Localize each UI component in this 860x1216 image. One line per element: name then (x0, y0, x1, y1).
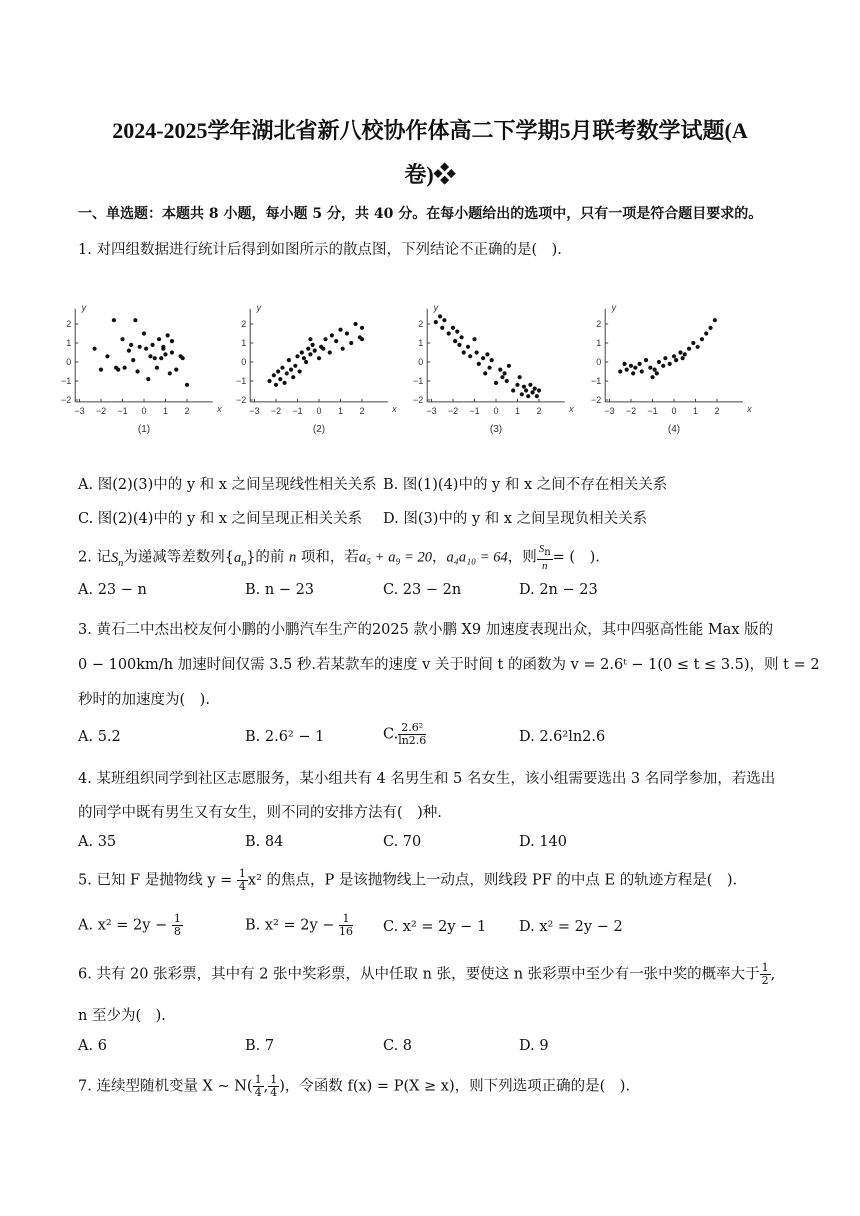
data-point (99, 368, 103, 372)
data-point (313, 349, 317, 353)
q5-option-c: C. x² = 2y − 1 (383, 919, 487, 935)
data-point (696, 345, 700, 349)
q7-f2-den: 4 (270, 1086, 278, 1099)
q6-frac-den: 2 (761, 974, 769, 987)
q2-sn (110, 549, 124, 569)
data-point (438, 314, 442, 318)
data-point (704, 331, 708, 335)
data-point (633, 366, 637, 370)
x-tick-label: −2 (447, 405, 459, 416)
data-point (460, 335, 464, 339)
x-tick-label: −2 (625, 405, 637, 416)
x-axis-label: x (217, 403, 222, 414)
q5-option-b (245, 913, 353, 938)
data-point (323, 337, 327, 341)
q6-fraction (760, 962, 771, 987)
data-point (353, 322, 357, 326)
q4-option-d: D. 140 (519, 834, 568, 850)
q4-option-c: C. 70 (383, 834, 422, 850)
x-tick-label: −1 (117, 405, 128, 416)
q5-frac-den: 4 (238, 880, 246, 893)
data-point (293, 364, 297, 368)
data-point (648, 366, 652, 370)
x-tick-label: 1 (514, 405, 521, 416)
plot-caption: (2) (312, 423, 326, 435)
section-heading: 一、单选题：本题共 8 小题，每小题 5 分，共 40 分。在每小题给出的选项中，只有一项是符合题目要求的。 (78, 206, 763, 222)
data-point (661, 364, 665, 368)
data-point (494, 381, 498, 385)
data-point (520, 392, 524, 396)
x-tick-label: −1 (292, 405, 303, 416)
q5-option-b-text: B. x² = 2y − (245, 917, 340, 934)
y-tick-label: 2 (596, 319, 602, 329)
x-tick-label: −3 (249, 405, 260, 416)
q2-option-a: A. 23 − n (78, 582, 147, 598)
data-point (522, 385, 526, 389)
data-point (524, 388, 528, 392)
x-tick-label: 2 (714, 405, 720, 416)
data-point (330, 333, 334, 337)
data-point (321, 347, 325, 351)
data-point (442, 318, 446, 322)
scatter-plot-1 (61, 303, 222, 435)
y-tick-label: 2 (418, 319, 424, 329)
q3-c-num: 2.6² (398, 722, 426, 735)
data-point (131, 358, 135, 362)
data-point (451, 326, 455, 330)
q7-text-2: )，令函数 f(x) = P(X ≥ x)，则下列选项正确的是( ). (279, 1078, 631, 1095)
q5-option-d: D. x² = 2y − 2 (519, 919, 623, 935)
data-point (334, 339, 338, 343)
data-point (151, 343, 155, 347)
data-point (267, 379, 271, 383)
question-6-line-1 (78, 962, 775, 987)
x-tick-label: 0 (493, 405, 499, 416)
q2-s: S (110, 549, 119, 566)
data-point (138, 345, 142, 349)
data-point (629, 364, 633, 368)
data-point (289, 368, 293, 372)
q4-option-b: B. 84 (245, 834, 284, 850)
data-point (298, 369, 302, 373)
page-title-continued: 卷)❖ (404, 162, 456, 187)
q6-option-a: A. 6 (78, 1038, 107, 1054)
data-point (306, 347, 310, 351)
q1-option-b: B. 图(1)(4)中的 y 和 x 之间不存在相关关系 (383, 477, 668, 493)
x-tick-label: −3 (74, 405, 85, 416)
scatter-plot-2 (236, 303, 397, 435)
data-point (500, 375, 504, 379)
q3-option-c-fraction (398, 722, 426, 747)
q2-frac-den: n (541, 560, 548, 573)
data-point (300, 350, 304, 354)
data-point (487, 366, 491, 370)
q2-fraction (537, 543, 553, 572)
y-tick-label: −2 (590, 395, 602, 405)
data-point (133, 318, 137, 322)
y-tick-label: 1 (418, 338, 424, 348)
y-tick-label: 2 (241, 319, 247, 329)
question-3-line-3: 秒时的加速度为( ). (78, 692, 210, 708)
x-tick-label: 1 (162, 405, 169, 416)
x-tick-label: −2 (95, 405, 107, 416)
y-tick-label: 0 (241, 357, 247, 367)
y-tick-label: 0 (66, 357, 72, 367)
y-tick-label: −1 (412, 376, 424, 386)
q3-option-c-label: C. (383, 726, 399, 743)
data-point (505, 379, 509, 383)
data-point (304, 360, 308, 364)
q2-option-b: B. n − 23 (245, 582, 315, 598)
q3-option-c (383, 722, 426, 747)
data-point (168, 371, 172, 375)
q7-fraction-2 (268, 1074, 279, 1099)
x-tick-label: 1 (337, 405, 344, 416)
q1-option-c: C. 图(2)(4)中的 y 和 x 之间呈现正相关关系 (78, 511, 363, 527)
q2-option-c: C. 23 − 2n (383, 582, 462, 598)
q2-text-1: 2. 记 (78, 549, 111, 566)
q2-cond-1: a₅ + a₉ = 20 (358, 549, 433, 566)
scatter-figure (60, 270, 790, 448)
q6-text-2: , (770, 966, 776, 983)
q5-a-den: 8 (173, 925, 181, 938)
q7-f2-num: 1 (270, 1073, 278, 1086)
data-point (291, 375, 295, 379)
data-point (153, 356, 157, 360)
data-point (537, 388, 541, 392)
q6-text-1: 6. 共有 20 张彩票，其中有 2 张中奖彩票，从中任取 n 张，要使这 n 张彩票中至少有一张中奖的概率大于 (78, 966, 760, 983)
q2-text-5: ，则 (507, 549, 537, 566)
data-point (166, 333, 170, 337)
q7-fraction-1 (253, 1074, 264, 1099)
data-point (515, 383, 519, 387)
q5-a-num: 1 (173, 912, 181, 925)
x-tick-label: 2 (359, 405, 365, 416)
y-axis-label: y (611, 302, 617, 313)
q1-option-d: D. 图(3)中的 y 和 x 之间呈现负相关关系 (383, 511, 648, 527)
data-point (287, 358, 291, 362)
data-point (170, 339, 174, 343)
data-point (317, 356, 321, 360)
plot-caption: (4) (667, 423, 681, 435)
data-point (144, 347, 148, 351)
data-point (447, 331, 451, 335)
q2-an (233, 549, 247, 569)
data-point (148, 354, 152, 358)
q6-frac-num: 1 (761, 961, 769, 974)
data-point (105, 354, 109, 358)
x-tick-label: 2 (536, 405, 542, 416)
y-axis-label: y (433, 302, 439, 313)
q6-option-d: D. 9 (519, 1038, 549, 1054)
q2-s-sub: n (118, 557, 124, 569)
data-point (640, 369, 644, 373)
q1-option-a: A. 图(2)(3)中的 y 和 x 之间呈现线性相关关系 (78, 477, 377, 493)
y-tick-label: 0 (596, 357, 602, 367)
data-point (507, 364, 511, 368)
data-point (535, 394, 539, 398)
data-point (112, 318, 116, 322)
q3-option-d: D. 2.6²ln2.6 (519, 729, 606, 745)
q2-option-d: D. 2n − 23 (519, 582, 598, 598)
data-point (674, 358, 678, 362)
q6-option-b: B. 7 (245, 1038, 275, 1054)
q5-text-2: x² 的焦点，P 是该抛物线上一动点，则线段 PF 的中点 E 的轨迹方程是( ). (247, 872, 738, 889)
y-axis-label: y (81, 302, 87, 313)
data-point (170, 350, 174, 354)
q5-b-num: 1 (339, 913, 353, 926)
q6-option-c: C. 8 (383, 1038, 413, 1054)
data-point (161, 347, 165, 351)
x-tick-label: −2 (270, 405, 282, 416)
scatter-plot-4 (591, 303, 752, 435)
data-point (302, 356, 306, 360)
data-point (526, 394, 530, 398)
q2-a-sub: n (241, 557, 247, 569)
q2-text-3: }的前 (246, 549, 285, 566)
data-point (116, 368, 120, 372)
y-tick-label: −2 (235, 395, 247, 405)
data-point (683, 352, 687, 356)
data-point (644, 358, 648, 362)
y-tick-label: −1 (590, 376, 602, 386)
data-point (360, 337, 364, 341)
y-tick-label: −2 (60, 395, 72, 405)
data-point (477, 362, 481, 366)
data-point (472, 337, 476, 341)
x-tick-label: 1 (692, 405, 699, 416)
data-point (618, 369, 622, 373)
data-point (678, 350, 682, 354)
x-tick-label: 0 (671, 405, 677, 416)
q7-f1-den: 4 (254, 1086, 262, 1099)
q5-option-a-text: A. x² = 2y − (78, 917, 172, 934)
q5-option-b-fraction (339, 913, 353, 938)
x-axis-label: x (569, 403, 574, 414)
data-point (295, 354, 299, 358)
data-point (462, 350, 466, 354)
data-point (681, 356, 685, 360)
data-point (345, 331, 349, 335)
q2-a: a (233, 549, 242, 566)
data-point (511, 388, 515, 392)
data-point (468, 354, 472, 358)
data-point (120, 337, 124, 341)
question-2-stem (78, 543, 600, 572)
data-point (185, 383, 189, 387)
data-point (657, 360, 661, 364)
data-point (155, 366, 159, 370)
data-point (457, 343, 461, 347)
data-point (490, 358, 494, 362)
data-point (485, 352, 489, 356)
question-4-line-2: 的同学中既有男生又有女生，则不同的安排方法有( )种. (78, 805, 442, 821)
data-point (272, 373, 276, 377)
data-point (503, 371, 507, 375)
data-point (713, 318, 717, 322)
x-tick-label: −1 (647, 405, 658, 416)
data-point (338, 328, 342, 332)
q2-cond-2: a₄a₁₀ = 64 (446, 549, 508, 566)
q2-frac-s: S (538, 543, 545, 555)
data-point (274, 383, 278, 387)
x-axis-label: x (392, 403, 397, 414)
data-point (276, 369, 280, 373)
q7-text-1: 7. 连续型随机变量 X ∼ N( (78, 1078, 253, 1095)
q5-frac-num: 1 (238, 867, 246, 880)
y-tick-label: 1 (241, 338, 247, 348)
data-point (498, 368, 502, 372)
q3-option-b: B. 2.6² − 1 (245, 729, 325, 745)
data-point (159, 356, 163, 360)
data-point (174, 368, 178, 372)
x-tick-label: −3 (604, 405, 615, 416)
data-point (453, 339, 457, 343)
data-point (653, 368, 657, 372)
data-point (625, 368, 629, 372)
data-point (668, 362, 672, 366)
x-tick-label: −3 (426, 405, 437, 416)
x-tick-label: 0 (141, 405, 147, 416)
q5-text-1: 5. 已知 F 是抛物线 y = (78, 872, 237, 889)
data-point (700, 337, 704, 341)
q2-n: n (289, 549, 297, 566)
question-5-stem (78, 868, 737, 893)
data-point (638, 362, 642, 366)
data-point (434, 320, 438, 324)
q3-c-den: ln2.6 (398, 734, 427, 747)
y-tick-label: −2 (412, 395, 424, 405)
data-point (663, 356, 667, 360)
data-point (631, 371, 635, 375)
data-point (181, 356, 185, 360)
data-point (280, 366, 284, 370)
q2-sep: ， (432, 549, 447, 566)
data-point (466, 345, 470, 349)
data-point (622, 362, 626, 366)
y-tick-label: −1 (235, 376, 247, 386)
y-tick-label: 0 (418, 357, 424, 367)
y-tick-label: 1 (66, 338, 72, 348)
data-point (687, 347, 691, 351)
q5-fraction (237, 868, 248, 893)
data-point (308, 337, 312, 341)
data-point (129, 343, 133, 347)
q5-b-den: 16 (339, 925, 354, 938)
data-point (672, 354, 676, 358)
x-tick-label: 0 (316, 405, 322, 416)
x-tick-label: 2 (184, 405, 190, 416)
data-point (278, 377, 282, 381)
data-point (283, 381, 287, 385)
q3-option-a: A. 5.2 (78, 729, 121, 745)
data-point (655, 371, 659, 375)
data-point (708, 326, 712, 330)
data-point (308, 352, 312, 356)
y-tick-label: 2 (66, 319, 72, 329)
scatter-plot-3 (413, 303, 574, 435)
question-1-stem: 1. 对四组数据进行统计后得到如图所示的散点图，下列结论不正确的是( ). (78, 242, 562, 258)
q2-text-2: 为递减等差数列{ (123, 549, 234, 566)
q5-option-a-fraction (172, 913, 183, 938)
question-3-line-1: 3. 黄石二中杰出校友何小鹏的小鹏汽车生产的2025 款小鹏 X9 加速度表现出众，其中四驱高性能 Max 版的 (78, 622, 774, 638)
q2-frac-s-sub: n (544, 547, 551, 559)
data-point (285, 371, 289, 375)
data-point (481, 356, 485, 360)
data-point (483, 371, 487, 375)
x-tick-label: −1 (469, 405, 480, 416)
q2-text-4: 项和，若 (300, 549, 359, 566)
data-point (518, 375, 522, 379)
q5-option-a (78, 913, 183, 938)
question-7-stem (78, 1074, 630, 1099)
q7-comma: , (263, 1078, 269, 1095)
q7-f1-num: 1 (254, 1073, 262, 1086)
question-3-line-2: 0 − 100km/h 加速时间仅需 3.5 秒.若某款车的速度 v 关于时间 t 的函数为 v = 2.6ᵗ − 1(0 ≤ t ≤ 3.5)，则 t = 2 (78, 657, 820, 673)
data-point (142, 331, 146, 335)
data-point (157, 337, 161, 341)
q2-text-6: = ( ). (552, 549, 600, 566)
data-point (163, 352, 167, 356)
question-6-line-2: n 至少为( ). (78, 1008, 166, 1024)
data-point (530, 390, 534, 394)
data-point (341, 347, 345, 351)
data-point (360, 326, 364, 330)
plot-caption: (1) (137, 423, 151, 435)
data-point (127, 349, 131, 353)
data-point (440, 326, 444, 330)
page-title: 2024-2025学年湖北省新八校协作体高二下学期5月联考数学试题(A (112, 118, 748, 143)
data-point (328, 350, 332, 354)
data-point (146, 377, 150, 381)
plot-caption: (3) (489, 423, 503, 435)
data-point (455, 330, 459, 334)
x-axis-label: x (747, 403, 752, 414)
data-point (135, 369, 139, 373)
y-tick-label: 1 (596, 338, 602, 348)
data-point (349, 341, 353, 345)
data-point (92, 347, 96, 351)
data-point (533, 387, 537, 391)
data-point (691, 341, 695, 345)
y-axis-label: y (256, 302, 262, 313)
q4-option-a: A. 35 (78, 834, 117, 850)
y-tick-label: −1 (60, 376, 72, 386)
data-point (310, 343, 314, 347)
data-point (123, 366, 127, 370)
data-point (528, 383, 532, 387)
data-point (650, 375, 654, 379)
data-point (475, 350, 479, 354)
question-4-line-1: 4. 某班组织同学到社区志愿服务，某小组共有 4 名男生和 5 名女生，该小组需要选出 3 名同学参加，若选出 (78, 771, 776, 787)
